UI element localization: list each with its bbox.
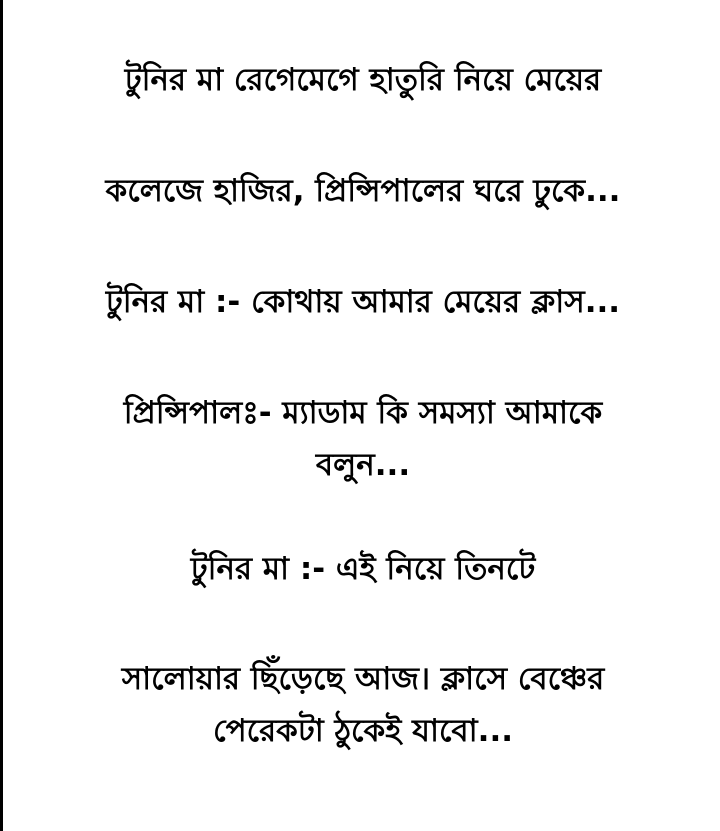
text-line: পেরেকটা ঠুকেই যাবো...	[213, 713, 513, 749]
text-line: প্রিন্সিপালঃ- ম্যাডাম কি সমস্যা আমাকে	[123, 395, 603, 431]
text-line: টুনির মা :- এই নিয়ে তিনটে	[190, 551, 536, 587]
paragraph-2	[63, 165, 663, 217]
text-line: বলুন...	[315, 447, 411, 483]
paragraph-4	[63, 387, 663, 491]
text-line: কলেজে হাজির, প্রিন্সিপালের ঘরে ঢুকে...	[105, 173, 621, 209]
paragraph-3	[63, 276, 663, 328]
paragraph-6	[63, 653, 663, 757]
text-line: টুনির মা রেগেমেগে হাতুরি নিয়ে মেয়ের	[124, 62, 602, 98]
paragraph-1	[63, 54, 663, 106]
text-line: সালোয়ার ছিঁড়েছে আজ। ক্লাসে বেঞ্চের	[121, 661, 605, 697]
paragraph-5	[63, 543, 663, 595]
text-line: টুনির মা :- কোথায় আমার মেয়ের ক্লাস...	[105, 284, 621, 320]
joke-text	[63, 54, 663, 816]
